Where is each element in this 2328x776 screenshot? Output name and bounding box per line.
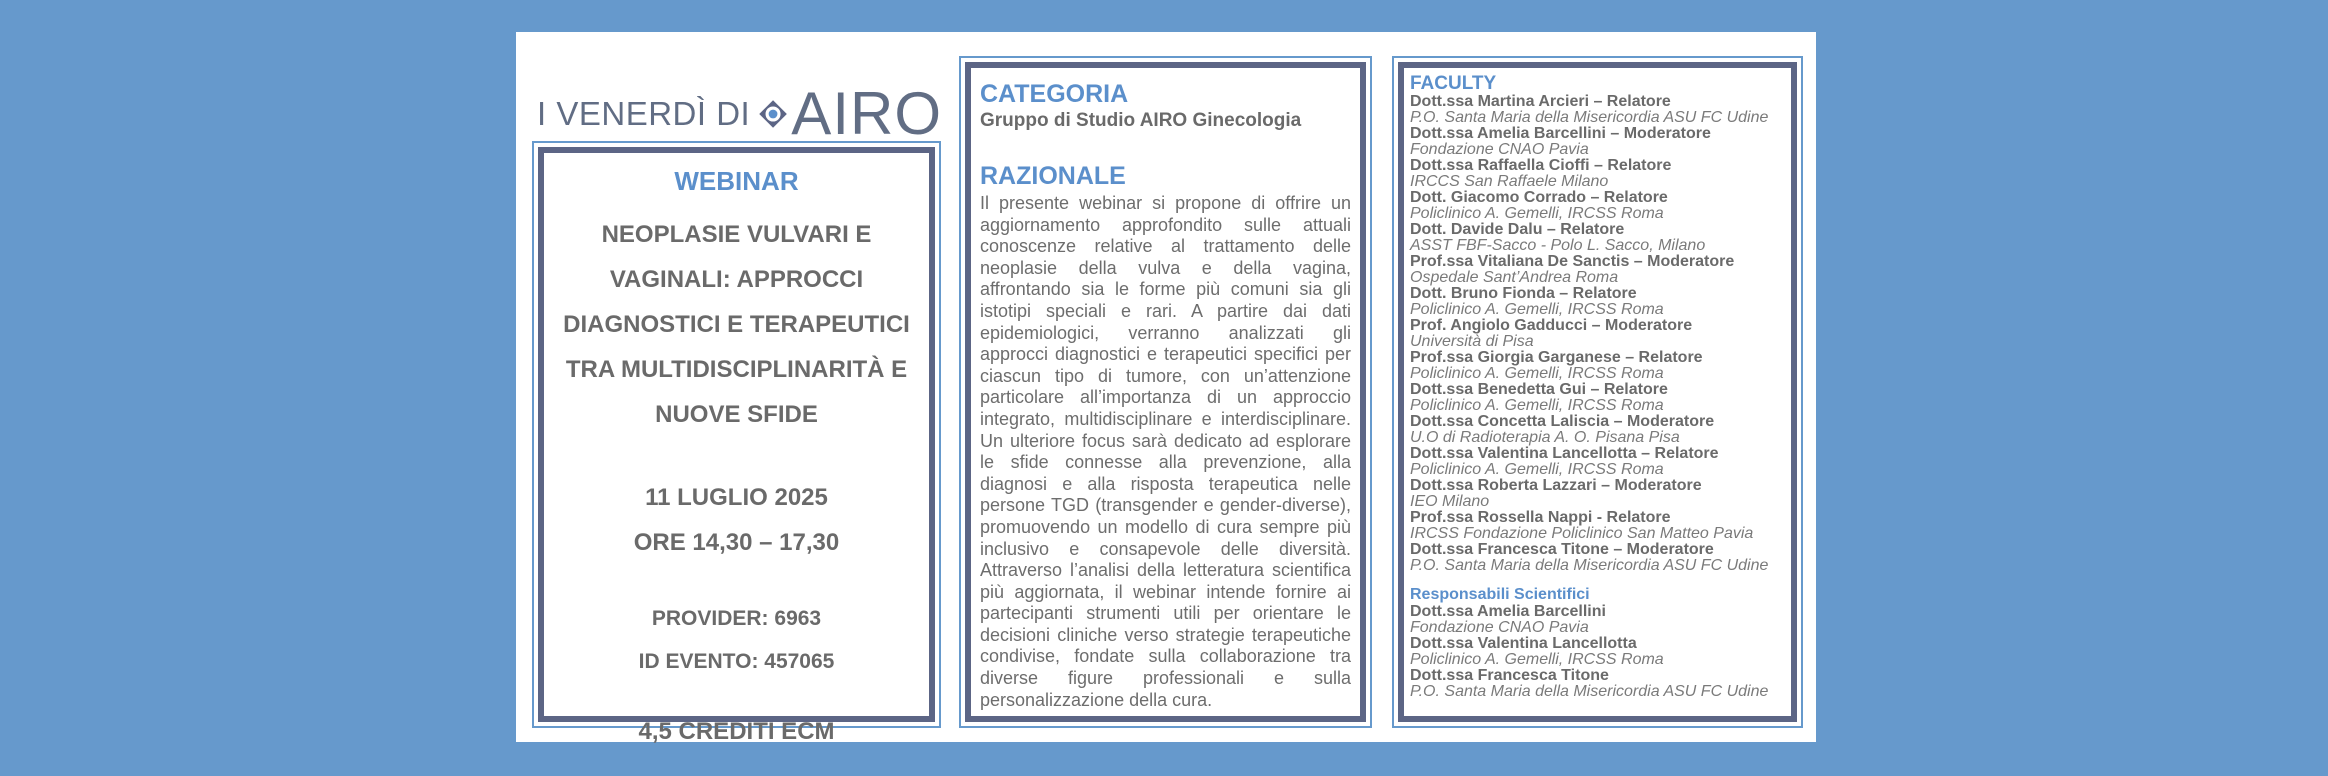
date-time-block	[544, 475, 929, 565]
title-line: TRA MULTIDISCIPLINARITÀ E	[565, 356, 908, 383]
rationale-text: Il presente webinar si propone di offrire un aggiornamento approfondito sulle attuali conoscenze relative al trattamento delle neoplasie della vulva e della vagina, affrontando sia le forme più comuni sia gli istotipi speciali e rari. A partire dai dati epidemiologici, verranno analizzati gli approcci diagnostici e terapeutici specifici per ciascun tipo di tumore, con un’attenzione particolare all’importanza di un approccio integrato, multidisciplinare e interdisciplinare. Un ulteriore focus sarà dedicato ad esplorare le sfide connesse alla prevenzione, alla diagnosi e alla risposta terapeutica nelle persone TGD (transgender e gender-diverse), promuovendo un modello di cura sempre più inclusivo e consapevole delle diversità. Attraverso l’analisi della letteratura scientifica più aggiornata, il webinar intende fornire ai partecipanti strumenti utili per orientare le decisioni cliniche verso strategie terapeutiche condivise, fondate sulla collaborazione tra diverse figure professionali e sulla personalizzazione della cura.	[980, 193, 1351, 710]
faculty-affiliation: Policlinico A. Gemelli, IRCSS Roma	[1410, 205, 1664, 222]
faculty-name: Dott.ssa Francesca Titone – Moderatore	[1410, 541, 1714, 558]
title-line: NUOVE SFIDE	[655, 401, 818, 428]
logo-prefix: I VENERDÌ DI	[537, 95, 751, 132]
faculty-affiliation: Università di Pisa	[1410, 333, 1534, 350]
responsabile-affiliation: Fondazione CNAO Pavia	[1410, 619, 1589, 636]
faculty-heading: FACULTY	[1410, 73, 1497, 94]
webinar-label: WEBINAR	[674, 166, 799, 196]
ecm-credits: 4,5 CREDITI ECM	[638, 718, 835, 745]
event-date: 11 LUGLIO 2025	[645, 484, 828, 511]
responsabili-heading: Responsabili Scientifici	[1410, 586, 1590, 603]
rationale-heading: RAZIONALE	[980, 162, 1126, 190]
faculty-affiliation: ASST FBF-Sacco - Polo L. Sacco, Milano	[1410, 237, 1706, 254]
faculty-name: Dott.ssa Valentina Lancellotta – Relatore	[1410, 445, 1719, 462]
middle-panel	[980, 80, 1351, 711]
faculty-name: Dott. Giacomo Corrado – Relatore	[1410, 189, 1668, 206]
faculty-name: Prof.ssa Giorgia Garganese – Relatore	[1410, 349, 1703, 366]
title-line: DIAGNOSTICI E TERAPEUTICI	[563, 311, 910, 338]
faculty-name: Prof.ssa Vitaliana De Sanctis – Moderatore	[1410, 253, 1735, 270]
faculty-name: Dott.ssa Concetta Laliscia – Moderatore	[1410, 413, 1715, 430]
category-heading: CATEGORIA	[980, 80, 1129, 108]
webinar-title	[544, 212, 929, 437]
provider-block	[544, 597, 929, 683]
provider-id: PROVIDER: 6963	[651, 607, 822, 630]
faculty-name: Dott.ssa Martina Arcieri – Relatore	[1410, 93, 1671, 110]
faculty-affiliation: Policlinico A. Gemelli, IRCSS Roma	[1410, 461, 1664, 478]
faculty-name: Dott.ssa Amelia Barcellini – Moderatore	[1410, 125, 1711, 142]
faculty-name: Prof.ssa Rossella Nappi - Relatore	[1410, 509, 1671, 526]
responsabile-affiliation: P.O. Santa Maria della Misericordia ASU FC Udine	[1410, 683, 1769, 700]
responsabili-list	[1410, 604, 1800, 700]
responsabile-affiliation: Policlinico A. Gemelli, IRCSS Roma	[1410, 651, 1664, 668]
faculty-name: Dott.ssa Benedetta Gui – Relatore	[1410, 381, 1668, 398]
right-panel	[1410, 73, 1800, 700]
faculty-affiliation: Policlinico A. Gemelli, IRCSS Roma	[1410, 365, 1664, 382]
airo-logo	[537, 80, 942, 147]
faculty-affiliation: IRCSS Fondazione Policlinico San Matteo Pavia	[1410, 525, 1754, 542]
logo-name: AIRO	[791, 80, 942, 147]
event-time: ORE 14,30 – 17,30	[633, 529, 840, 556]
faculty-name: Dott. Davide Dalu – Relatore	[1410, 221, 1625, 238]
faculty-affiliation: Ospedale Sant’Andrea Roma	[1410, 269, 1619, 286]
responsabile-name: Dott.ssa Amelia Barcellini	[1410, 603, 1606, 620]
event-id: ID EVENTO: 457065	[638, 650, 835, 673]
faculty-affiliation: P.O. Santa Maria della Misericordia ASU FC Udine	[1410, 109, 1769, 126]
airo-mark-icon	[758, 90, 788, 138]
faculty-affiliation: IEO Milano	[1410, 493, 1490, 510]
faculty-name: Prof. Angiolo Gadducci – Moderatore	[1410, 317, 1693, 334]
responsabile-name: Dott.ssa Valentina Lancellotta	[1410, 635, 1637, 652]
faculty-affiliation: IRCCS San Raffaele Milano	[1410, 173, 1609, 190]
responsabile-name: Dott.ssa Francesca Titone	[1410, 667, 1609, 684]
faculty-name: Dott. Bruno Fionda – Relatore	[1410, 285, 1637, 302]
title-line: VAGINALI: APPROCCI	[609, 266, 864, 293]
faculty-affiliation: U.O di Radioterapia A. O. Pisana Pisa	[1410, 429, 1680, 446]
faculty-affiliation: P.O. Santa Maria della Misericordia ASU FC Udine	[1410, 557, 1769, 574]
faculty-name: Dott.ssa Roberta Lazzari – Moderatore	[1410, 477, 1702, 494]
faculty-list	[1410, 94, 1800, 574]
left-panel	[544, 160, 929, 754]
category-text: Gruppo di Studio AIRO Ginecologia	[980, 110, 1302, 131]
faculty-affiliation: Policlinico A. Gemelli, IRCSS Roma	[1410, 301, 1664, 318]
faculty-affiliation: Fondazione CNAO Pavia	[1410, 141, 1589, 158]
faculty-affiliation: Policlinico A. Gemelli, IRCSS Roma	[1410, 397, 1664, 414]
faculty-name: Dott.ssa Raffaella Cioffi – Relatore	[1410, 157, 1672, 174]
title-line: NEOPLASIE VULVARI E	[601, 221, 872, 248]
